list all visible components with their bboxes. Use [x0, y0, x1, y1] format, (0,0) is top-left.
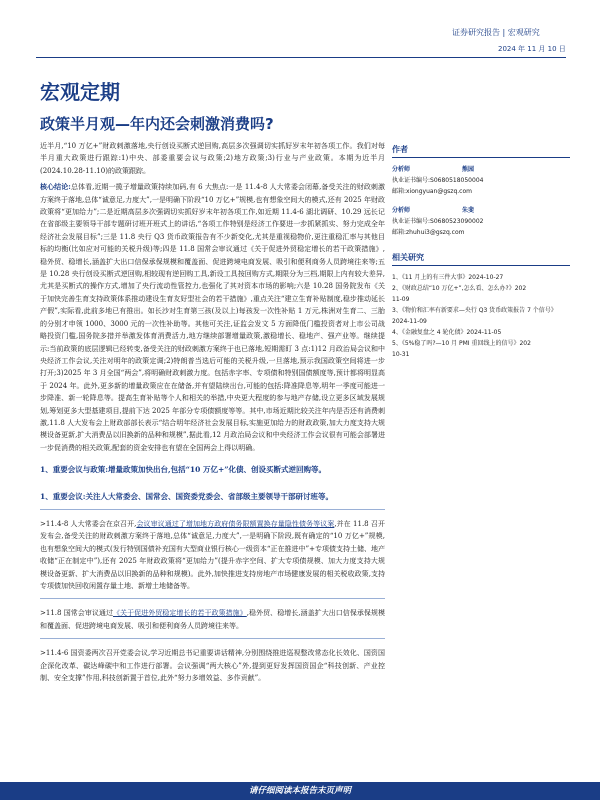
report-date: 2024 年 11 月 10 日	[498, 45, 566, 53]
summary-paragraph	[40, 181, 385, 454]
item-divider	[40, 598, 385, 599]
policy-item-lead: >11.8 国常会审议通过	[40, 609, 113, 618]
analyst-label: 分析师	[392, 207, 411, 214]
analyst-name-row	[392, 164, 474, 175]
analyst-label: 分析师	[392, 166, 411, 173]
policy-item-lead: >11.4-6 国资委两次召开党委会议,	[40, 649, 151, 658]
item-divider	[40, 638, 385, 639]
intro-paragraph: 近半月,“10 万亿+”财政刺激落地,央行创设买断式逆回购,高层多次强调切实抓好岁末年初各项工作。我们对每半月重大政策进行跟踪:1)中央、部委重要会议与政策;2)地方政策;3)行业与产业政策。本期为近半月(2024.10.28-11.10)的政策跟踪。	[40, 142, 385, 175]
footer-disclaimer: 请仔细阅读本报告末页声明	[248, 786, 351, 796]
related-research-heading: 相关研究	[392, 252, 570, 266]
authors-heading: 作者	[392, 144, 570, 158]
analyst-cert: 执业证书编号:S0680518050004	[392, 177, 484, 184]
summary-text: 总体看,近期一揽子增量政策持续加码,有 6 大焦点:一是 11.4-8 人大常委会闭幕,备受关注的财政刺激方案终于落地,总体“诚意足,力度大”,一是明确下阶段“10 万亿+”规模,也有想象空间大的模式,还有 2025 年财政政策将“更加给力”;二是近期高层多次强调切实抓好岁末年初各项工作,如近期 11.4-6 湖北调研、10.29 远长记在省部级主要领导干部专题研讨班开班式上的讲话,“各项工作特别是经济工作要进一步抓紧抓实、努力完成全年经济社会发展目标”;三是 11.8 央行 Q3 货币政策报告有不少新变化,尤其是重视稳物价,更注重稳汇率与其他目标的均衡(比如应对可能的关税升级)等;四是 11.8 国常会审议通过《关于促进外贸稳定增长的若干政策措施》,稳外贸、稳增长,涵盖扩大出口信保承保规模和覆盖面、促进跨境电商发展、吸引和便利商务人员跨境往来等;五是 10.28 央行创设买断式逆回购,相较现有逆回购工具,新设工具按回购方式,期限分为三档,期限上内有较大差异,尤其是买断式的操作方式,增加了央行流动性管控力,也强化了其对资本市场的影响;六是 10.28 国务院发布《关于加快完善生育支持政策体系推动建设生育友好型社会的若干措施》,重点关注“建立生育补贴制度,稳步推动延长产假”,实际看,此前多地已有推出。如长沙对生育第三孩(及以上)每孩发一次性补贴 1 万元,株洲对生育二、三胎的分别才申领 1000、3000 元的一次性补助等。其他可关注,证监会发文 5 方面降低门槛投资者对上市公司战略投资门槛,国务院多措并举激发体育消费活力,地方继续部署增量政策,激稳增长、稳地产、强产业等。继续提示:当前政策的底层逻辑已经转变,备受关注的财政刺激方案终于也已落地,短期需盯 3 点:1)12 月政治局会议和中央经济工作会议,关注对明年的政策定调;2)特朗普当选后可能的关税升级,一旦落地,预示我国政策空间将进一步打开;3)2025 年 3 月全国“两会”,将明确财政刺激力度。包括赤字率、专项债和特别国债额度等,预计都将明显高于 2024 年。此外,更多新的增量政策应在在储备,并有望陆续出台,可能的包括:降准降息等,明年一季度可能进一步降准、新一轮降息等。提高生育补贴等个人和相关的举措,中央更大程度的参与地产存储,设立更多区域发展规划,筹划更多大型基建项目,提前下达 2025 年部分专项债额度等等。其中,市场近期比较关注年内是否还有消费刺激,11.8 人大发布会上财政部部长表示“结合明年经济社会发展目标,实施更加给力的财政政策,加大力度支持大规模设备更新,扩大消费品以旧换新的品种和规模”,据此看,12 月政治局会议和中央经济工作会议很有可能会部署进一步促消费的相关政策,配套的资金安排也有望在全国两会上得以明确。	[40, 183, 385, 452]
policy-item-body: ,并在 11.8 召开发布会,备受关注的财政刺激方案终于落地,总体“诚意足,力度大”,一是明确下阶段,既有确定的“10 万亿+”规模,也有想象空间大的模式(发行特别国债补充国有大型商业银行核心一级资本“正在推进中”+专项债支持土储、地产收储“正在制定中”),还有 2025 年财政政策将“更加给力”(提升赤字空间、扩大专项债规模、加大力度支持大规模设备更新、扩大消费品以旧换新的品种和规模)。此外,加快推进支持房地产市场健康发展的相关税收政策,支持专项债加快回收闲置存量土地、新增土地储备等。	[40, 519, 385, 590]
report-series-title: 宏观定期	[40, 80, 120, 104]
policy-item-lead: >11.4-8 人大常委会在京召开,	[40, 519, 137, 528]
policy-item-body: ,稳外贸、稳增长,涵盖扩大出口信保承保规模和覆盖面、促进跨境电商发展、吸引和便利商务人员跨境往来等。	[40, 609, 386, 630]
report-title: 政策半月观—年内还会刺激消费吗?	[40, 115, 274, 133]
header-divider	[36, 57, 566, 58]
analyst-email[interactable]: 邮箱:xiongyuan@gszq.com	[392, 188, 472, 195]
related-research-item[interactable]: 11-09	[392, 296, 410, 303]
main-column	[40, 140, 385, 684]
analyst-name-row	[392, 205, 474, 216]
section-divider	[40, 509, 385, 510]
related-research-item[interactable]: 3、《物价和汇率有新要求—央行 Q3 货币政策报告 7 个信号》2024-11-09	[392, 307, 557, 325]
related-research-item[interactable]: 10-31	[392, 351, 410, 358]
policy-item	[40, 647, 385, 684]
related-research-item[interactable]: 5、《5%稳了吗?—10 月 PMI 重回线上的信号》202	[392, 340, 531, 347]
related-research-item[interactable]: 2、《财政总结“10 万亿+”,怎么看、怎么办?》202	[392, 285, 527, 292]
policy-item-link[interactable]: 《关于促进外贸稳定增长的若干政策措施》	[113, 609, 247, 618]
section-heading-policies: 1、重要会议与政策:增量政策加快出台,包括“10 万亿+”化债、创设买断式逆回购等。	[40, 465, 327, 475]
related-research-item[interactable]: 1、《11 月上的有三件大事》2024-10-27	[392, 274, 504, 281]
summary-label: 核心结论:	[40, 182, 71, 192]
analyst-email[interactable]: 邮箱:zhuhui3@gszq.com	[392, 229, 465, 236]
analyst-name: 熊园	[461, 166, 474, 173]
policy-item-link[interactable]: 会议审议通过了增加地方政府债务限额置换存量隐性债务等议案	[136, 519, 335, 528]
analyst-name: 朱斐	[461, 207, 474, 214]
policy-item	[40, 518, 385, 592]
report-type-label: 证券研究报告 | 宏观研究	[452, 28, 540, 37]
analyst-cert: 执业证书编号:S0680523090002	[392, 218, 484, 225]
section-heading-meetings: 1、重要会议:关注人大常委会、国常会、国资委党委会、省部级主要领导干部研讨班等。	[40, 491, 333, 501]
related-research-item[interactable]: 4、《金融复盘之 4 轮化债》2024-11-05	[392, 329, 502, 336]
sidebar	[392, 144, 570, 360]
policy-item-body: 学习近期总书记重要讲话精神,分别围绕推进巡视整改常态化长效化、国资国企深化改革、碳达峰碳中和工作进行部署。会议强调“两大核心”外,提到更好发挥国资国企“科技创新、产业控制、安全支撑”作用,科技创新置于首位,此外“努力多增效益、多作贡献”。	[40, 649, 385, 683]
related-research-list	[392, 272, 570, 360]
policy-item	[40, 607, 385, 632]
